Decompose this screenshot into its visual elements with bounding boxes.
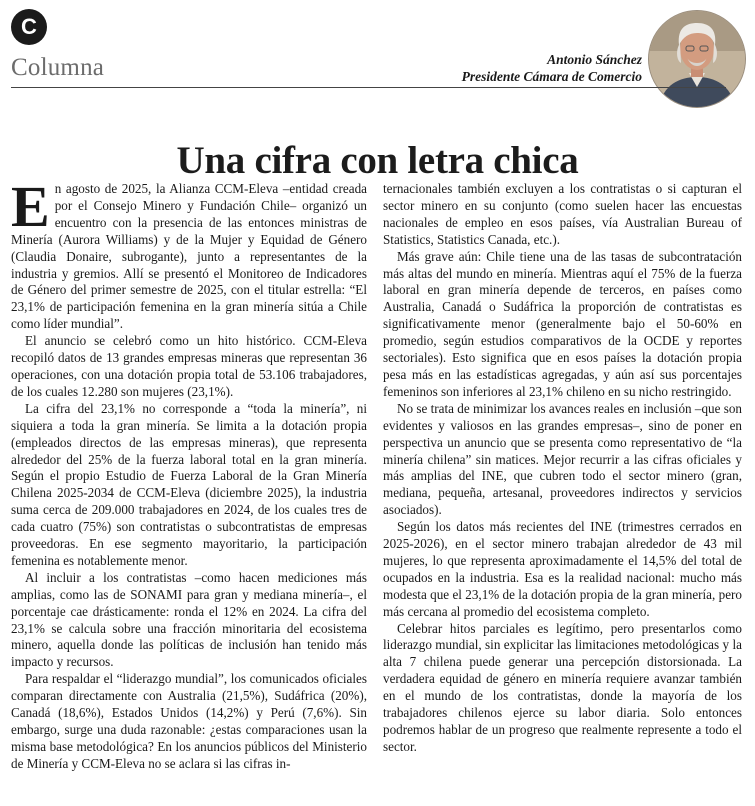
article-paragraph: No se trata de minimizar los avances reales en inclusión –que son evidentes y valiosos en las grandes empresas–, sino de poner en perspectiva un anuncio que se presenta como representativo de “la minería chilena” sin matices. Mejor recurrir a las cifras oficiales y más amplias del INE, que cubren todo el sector minero (gran, mediana, pequeña, artesanal, proveedores indirectos y servicios asociados). xyxy=(383,400,742,518)
article-column-right xyxy=(383,181,742,756)
article-paragraph: Más grave aún: Chile tiene una de las tasas de subcontratación más altas del mundo en minería. Mientras aquí el 75% de la fuerza laboral en gran minería depende de terceros, en países como Australia, Canadá o Sudáfrica la proporción de contratistas es significativamente menor (generalmente bajo el 50-60% en promedio, según estudios comparativos de la OCDE y reportes sectoriales). Esto significa que en esos países la dotación propia pesa más en las estadísticas agregadas, y aún así sus porcentajes femeninos son inferiores al 23,1% chileno en su nicho restringido. xyxy=(383,248,742,399)
article-paragraph: Para respaldar el “liderazgo mundial”, los comunicados oficiales comparan directamente con Australia (21,5%), Sudáfrica (20%), Canadá (18,6%), Estados Unidos (14,2%) y Perú (7,6%). Sin embargo, surge una duda razonable: ¿estas comparaciones usan la misma base metodológica? En los anuncios públicos del Ministerio de Minería y CCM-Eleva no se aclara si las cifras in- xyxy=(11,671,367,771)
author-byline xyxy=(462,51,642,85)
section-label: Columna xyxy=(11,54,105,81)
article-paragraph: Celebrar hitos parciales es legítimo, pero presentarlos como liderazgo mundial, sin explicitar las limitaciones metodológicas y la alta 7 chilena puede generar una percepción distorsionada. La verdadera equidad de género en minería requiere avanzar también en el mundo de los contratistas, donde la mayoría de los trabajadores chilenos ejerce su labor diaria. Solo entonces podremos hablar de un progreso que realmente represente a todo el sector. xyxy=(383,620,742,754)
section-badge-letter: C xyxy=(21,14,37,39)
author-portrait-icon xyxy=(648,10,746,108)
article-column-left xyxy=(11,174,367,773)
article-paragraph: En agosto de 2025, la Alianza CCM-Eleva –entidad creada por el Consejo Minero y Fundación Chile– organizó un encuentro con la presencia de las entonces ministras de Minería (Aurora Williams) y de la Mujer y Equidad de Género (Claudia Donaire, subrogante), junto a representantes de la industria y gremios. Allí se presentó el Monitoreo de Indicadores de Género del primer semestre de 2025, con el titular estrella: “El 23,1% de participación femenina en la gran minería sitúa a Chile como líder mundial”. xyxy=(11,174,367,332)
article-paragraph: La cifra del 23,1% no corresponde a “toda la minería”, ni siquiera a toda la gran minería. Se limita a la dotación propia (empleados directos de las empresas mineras), que representa alrededor del 25% de la fuerza laboral total en la gran minería. Según el propio Estudio de Fuerza Laboral de la Gran Minería Chilena 2025-2034 de CCM-Eleva (diciembre 2025), la industria suma cerca de 209.000 trabajadores en 2024, de los cuales tres de cada cuatro (75%) son contratistas o subcontratistas de empresas proveedoras. En ese segmento mayoritario, la participación femenina es notablemente menor. xyxy=(11,400,367,568)
article-paragraph: Según los datos más recientes del INE (trimestres cerrados en 2025-2026), en el sector minero trabajan alrededor de 43 mil mujeres, lo que representa aproximadamente el 14,5% del total de ocupados en la industria. Esa es la realidad nacional: mucho más modesta que el 23,1% de la dotación propia de la gran minería, pero más cercana al promedio del ecosistema completo. xyxy=(383,519,742,619)
section-badge xyxy=(11,9,47,45)
article-paragraph: Al incluir a los contratistas –como hacen mediciones más amplias, como las de SONAMI para gran y mediana minería–, el porcentaje cae drásticamente: ronda el 12% en 2024. La cifra del 23,1% se calcula sobre una fracción minoritaria del ecosistema minero, aquella donde las políticas de inclusión han tenido más impacto y recursos. xyxy=(11,569,367,670)
article-headline: Una cifra con letra chica xyxy=(176,139,579,183)
author-name: Antonio Sánchez xyxy=(547,52,642,67)
header-divider xyxy=(11,87,726,88)
article-paragraph: ternacionales también excluyen a los contratistas o si capturan el sector minero en su conjunto (como suelen hacer las encuestas nacionales de empleo en esos países, vía Australian Bureau of Statistics, Statistics Canada, etc.). xyxy=(383,181,742,247)
article-paragraph: El anuncio se celebró como un hito histórico. CCM-Eleva recopiló datos de 13 grandes empresas mineras que representan 36 operaciones, con una dotación propia total de 53.106 trabajadores, de los cuales 12.280 son mujeres (23,1%). xyxy=(11,333,367,399)
author-role: Presidente Cámara de Comercio xyxy=(461,69,642,84)
drop-cap: E xyxy=(11,174,50,239)
